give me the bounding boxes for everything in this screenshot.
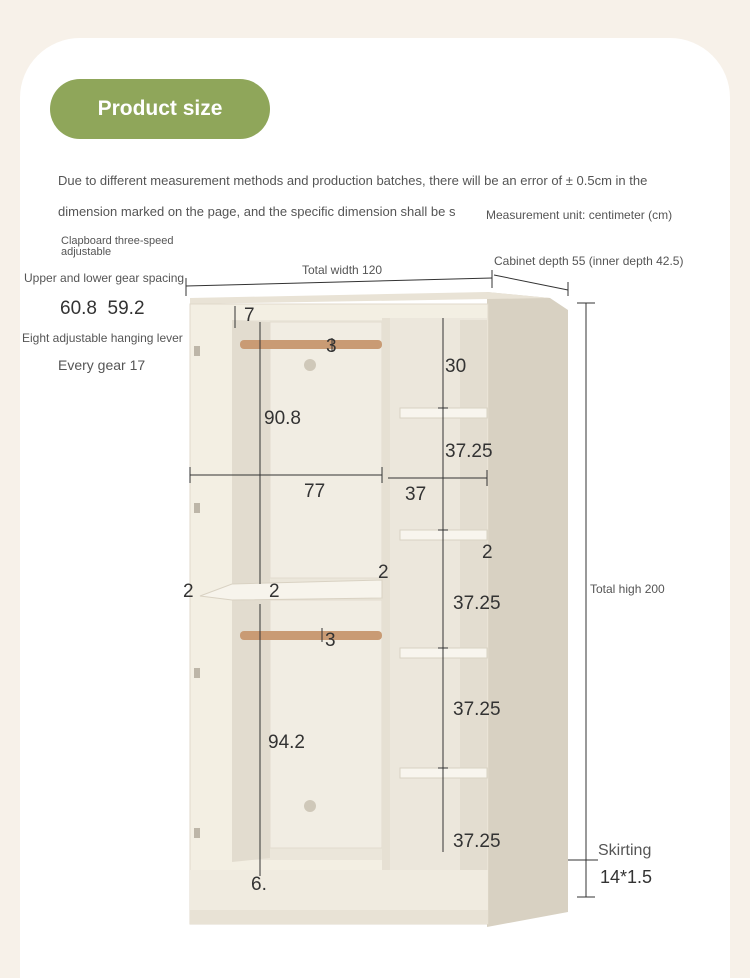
skirting-board <box>190 910 488 924</box>
every-gear-label: Every gear 17 <box>58 357 146 373</box>
bottom-base <box>190 870 488 910</box>
clapboard-label-line2: adjustable <box>61 246 112 258</box>
dim-shelf-bottom-1: 37.25 <box>453 593 501 614</box>
skirting-label: Skirting <box>598 842 652 859</box>
lower-hanging-rod <box>240 631 382 640</box>
product-size-heading: Product size <box>50 79 270 139</box>
dim-bottom: 6. <box>251 874 267 895</box>
cabinet-depth-label: Cabinet depth 55 (inner depth 42.5) <box>494 254 684 268</box>
unit-note: Measurement unit: centimeter (cm) <box>486 208 673 222</box>
dim-left-panel: 2 <box>183 581 194 602</box>
dim-right-width: 37 <box>405 484 427 505</box>
vent-lower <box>304 800 316 812</box>
upper-hanging-rod <box>240 340 382 349</box>
dim-shelf-top-2: 37.25 <box>445 441 493 462</box>
total-high-label: Total high 200 <box>590 582 665 596</box>
dim-center-panel: 2 <box>378 562 389 583</box>
note-line-1: Due to different measurement methods and production batches, there will be an error of ± 0.5cm in the <box>58 173 648 188</box>
gear-spacing-values: 60.8 59.2 <box>60 298 145 319</box>
dim-shelf-bottom-3: 37.25 <box>453 831 501 852</box>
dim-rod-lower: 3 <box>325 630 336 651</box>
dim-lower-height: 94.2 <box>268 732 305 753</box>
dim-rod-upper: 3 <box>326 336 337 357</box>
hanging-lever-label: Eight adjustable hanging lever <box>22 331 183 345</box>
skirting-value: 14*1.5 <box>600 867 653 887</box>
dim-upper-height: 90.8 <box>264 408 301 429</box>
note-line-2: dimension marked on the page, and the specific dimension shall be s <box>58 204 456 219</box>
dim-mid-shelf: 2 <box>269 581 280 602</box>
dim-shelf-top-1: 30 <box>445 356 467 377</box>
center-divider <box>382 318 390 896</box>
dim-panel-right: 2 <box>482 542 493 563</box>
dim-inner-width: 77 <box>304 481 326 502</box>
dim-shelf-bottom-2: 37.25 <box>453 699 501 720</box>
total-width-label: Total width 120 <box>302 263 383 277</box>
clapboard-label-line1: Clapboard three-speed <box>61 235 174 247</box>
dim-top: 7 <box>244 305 255 326</box>
back-panel-upper <box>270 322 382 578</box>
vent-upper <box>304 359 316 371</box>
gear-spacing-label: Upper and lower gear spacing <box>24 271 185 285</box>
